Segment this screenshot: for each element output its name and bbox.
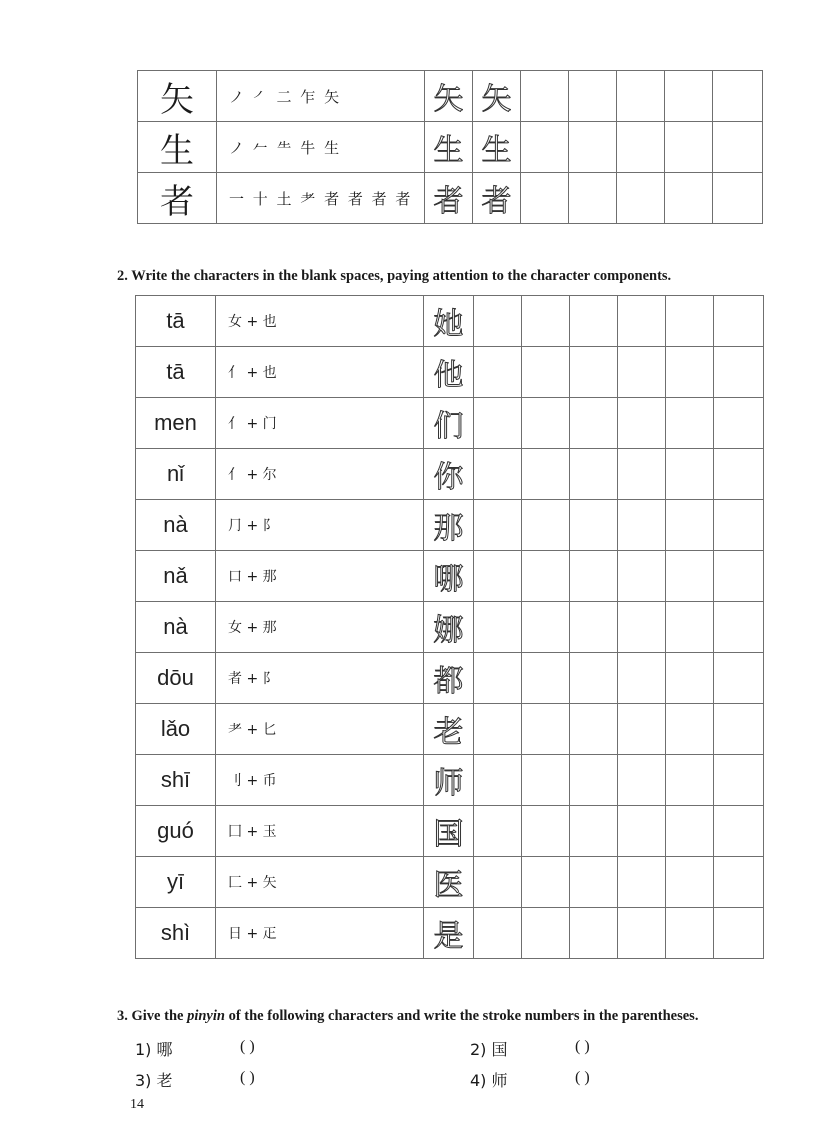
tracing-character: 都	[424, 653, 474, 704]
components-table	[135, 295, 764, 959]
practice-cell[interactable]	[618, 602, 666, 653]
tracing-character: 他	[424, 347, 474, 398]
tracing-character: 国	[424, 806, 474, 857]
practice-cell[interactable]	[570, 806, 618, 857]
practice-cell[interactable]	[714, 704, 764, 755]
section-3-heading	[117, 1008, 698, 1025]
practice-cell[interactable]	[617, 122, 665, 173]
practice-cell[interactable]	[618, 704, 666, 755]
tracing-character: 生	[473, 122, 521, 173]
stroke-sequence: ノ ㇒ 二 乍 矢	[217, 71, 425, 122]
practice-cell[interactable]	[570, 908, 618, 959]
practice-cell[interactable]	[713, 173, 763, 224]
pinyin-label: guó	[136, 806, 216, 857]
component-row	[136, 500, 764, 551]
pinyin-label: tā	[136, 296, 216, 347]
practice-cell[interactable]	[666, 704, 714, 755]
stroke-row	[138, 173, 763, 224]
practice-cell[interactable]	[474, 653, 522, 704]
component-row	[136, 704, 764, 755]
practice-cell[interactable]	[570, 602, 618, 653]
component-formula: 女 + 那	[216, 602, 424, 653]
practice-cell[interactable]	[522, 296, 570, 347]
practice-cell[interactable]	[570, 398, 618, 449]
component-formula: 亻 + 门	[216, 398, 424, 449]
tracing-character: 矢	[425, 71, 473, 122]
practice-cell[interactable]	[522, 500, 570, 551]
component-row	[136, 908, 764, 959]
practice-cell[interactable]	[570, 755, 618, 806]
practice-cell[interactable]	[522, 755, 570, 806]
component-formula: 刂 + 币	[216, 755, 424, 806]
component-row	[136, 347, 764, 398]
tracing-character: 哪	[424, 551, 474, 602]
component-formula: 匚 + 矢	[216, 857, 424, 908]
stroke-sequence: ノ 𠂉 ⺧ 牛 生	[217, 122, 425, 173]
tracing-character: 者	[473, 173, 521, 224]
practice-cell[interactable]	[474, 398, 522, 449]
practice-cell[interactable]	[570, 653, 618, 704]
practice-cell[interactable]	[714, 755, 764, 806]
practice-cell[interactable]	[714, 806, 764, 857]
pinyin-label: lǎo	[136, 704, 216, 755]
practice-cell[interactable]	[666, 398, 714, 449]
practice-cell[interactable]	[570, 449, 618, 500]
practice-cell[interactable]	[570, 551, 618, 602]
practice-cell[interactable]	[618, 653, 666, 704]
tracing-character: 你	[424, 449, 474, 500]
model-character: 生	[138, 122, 217, 173]
practice-cell[interactable]	[570, 296, 618, 347]
practice-cell[interactable]	[665, 122, 713, 173]
practice-cell[interactable]	[521, 71, 569, 122]
practice-cell[interactable]	[714, 347, 764, 398]
component-row	[136, 602, 764, 653]
practice-cell[interactable]	[665, 71, 713, 122]
exercise-item-4: 4) 师	[470, 1071, 508, 1090]
practice-cell[interactable]	[569, 71, 617, 122]
practice-cell[interactable]	[522, 704, 570, 755]
practice-cell[interactable]	[666, 449, 714, 500]
practice-cell[interactable]	[666, 908, 714, 959]
component-row	[136, 806, 764, 857]
practice-cell[interactable]	[570, 704, 618, 755]
practice-cell[interactable]	[618, 806, 666, 857]
practice-cell[interactable]	[617, 71, 665, 122]
pinyin-label: nǎ	[136, 551, 216, 602]
practice-cell[interactable]	[666, 806, 714, 857]
practice-cell[interactable]	[714, 602, 764, 653]
practice-cell[interactable]	[474, 908, 522, 959]
practice-cell[interactable]	[666, 653, 714, 704]
pinyin-label: yī	[136, 857, 216, 908]
tracing-character: 娜	[424, 602, 474, 653]
practice-cell[interactable]	[474, 755, 522, 806]
practice-cell[interactable]	[521, 173, 569, 224]
component-row	[136, 755, 764, 806]
component-row	[136, 857, 764, 908]
component-formula: 日 + 𤴓	[216, 908, 424, 959]
practice-cell[interactable]	[474, 347, 522, 398]
practice-cell[interactable]	[474, 704, 522, 755]
practice-cell[interactable]	[522, 908, 570, 959]
practice-cell[interactable]	[714, 653, 764, 704]
practice-cell[interactable]	[474, 602, 522, 653]
tracing-character: 医	[424, 857, 474, 908]
tracing-character: 那	[424, 500, 474, 551]
section-3-heading-post: of the following characters and write the stroke numbers in the parentheses.	[224, 1008, 699, 1024]
component-row	[136, 398, 764, 449]
component-row	[136, 296, 764, 347]
components-table-body	[136, 296, 764, 959]
practice-cell[interactable]	[665, 173, 713, 224]
practice-cell[interactable]	[618, 449, 666, 500]
practice-cell[interactable]	[714, 398, 764, 449]
stroke-order-table	[137, 70, 763, 224]
practice-cell[interactable]	[522, 806, 570, 857]
practice-cell[interactable]	[618, 347, 666, 398]
practice-cell[interactable]	[714, 296, 764, 347]
tracing-character: 师	[424, 755, 474, 806]
exercise-item-2: 2) 国	[470, 1040, 508, 1059]
practice-cell[interactable]	[474, 857, 522, 908]
practice-cell[interactable]	[713, 71, 763, 122]
component-formula: 耂 + 匕	[216, 704, 424, 755]
stroke-sequence: 一 十 土 耂 者 者 者 者	[217, 173, 425, 224]
practice-cell[interactable]	[618, 908, 666, 959]
practice-cell[interactable]	[522, 551, 570, 602]
component-formula: 囗 + 玉	[216, 806, 424, 857]
answer-blank-3[interactable]: ( )	[240, 1069, 255, 1086]
practice-cell[interactable]	[618, 755, 666, 806]
pinyin-label: shī	[136, 755, 216, 806]
practice-cell[interactable]	[474, 551, 522, 602]
practice-cell[interactable]	[714, 551, 764, 602]
tracing-character: 矢	[473, 71, 521, 122]
pinyin-label: men	[136, 398, 216, 449]
pinyin-label: nǐ	[136, 449, 216, 500]
practice-cell[interactable]	[522, 449, 570, 500]
component-row	[136, 449, 764, 500]
practice-cell[interactable]	[569, 122, 617, 173]
practice-cell[interactable]	[521, 122, 569, 173]
practice-cell[interactable]	[666, 602, 714, 653]
practice-cell[interactable]	[666, 551, 714, 602]
practice-cell[interactable]	[714, 857, 764, 908]
practice-cell[interactable]	[474, 500, 522, 551]
pinyin-label: shì	[136, 908, 216, 959]
answer-blank-1[interactable]: ( )	[240, 1038, 255, 1055]
stroke-row	[138, 71, 763, 122]
section-2-heading: 2. Write the characters in the blank spaces, paying attention to the character components.	[117, 268, 672, 284]
practice-cell[interactable]	[569, 173, 617, 224]
practice-cell[interactable]	[522, 602, 570, 653]
stroke-order-table-body	[138, 71, 763, 224]
pinyin-label: nà	[136, 500, 216, 551]
practice-cell[interactable]	[666, 500, 714, 551]
exercise-item-3: 3) 老	[135, 1071, 173, 1090]
component-formula: 女 + 也	[216, 296, 424, 347]
stroke-row	[138, 122, 763, 173]
section-3-heading-pre: 3. Give the	[117, 1008, 188, 1024]
tracing-character: 生	[425, 122, 473, 173]
practice-cell[interactable]	[666, 347, 714, 398]
practice-cell[interactable]	[618, 500, 666, 551]
practice-cell[interactable]	[617, 173, 665, 224]
component-row	[136, 653, 764, 704]
component-formula: 者 + 阝	[216, 653, 424, 704]
component-formula: 口 + 那	[216, 551, 424, 602]
practice-cell[interactable]	[618, 398, 666, 449]
component-formula: 亻 + 也	[216, 347, 424, 398]
answer-blank-2[interactable]: ( )	[575, 1038, 590, 1055]
pinyin-label: nà	[136, 602, 216, 653]
section-3-heading-pinyin: pinyin	[187, 1008, 225, 1024]
pinyin-label: dōu	[136, 653, 216, 704]
component-row	[136, 551, 764, 602]
practice-cell[interactable]	[618, 296, 666, 347]
tracing-character: 是	[424, 908, 474, 959]
practice-cell[interactable]	[666, 296, 714, 347]
practice-cell[interactable]	[666, 755, 714, 806]
practice-cell[interactable]	[570, 500, 618, 551]
component-formula: 亻 + 尔	[216, 449, 424, 500]
tracing-character: 老	[424, 704, 474, 755]
page-number: 14	[130, 1097, 144, 1112]
tracing-character: 们	[424, 398, 474, 449]
pinyin-label: tā	[136, 347, 216, 398]
practice-cell[interactable]	[714, 500, 764, 551]
practice-cell[interactable]	[714, 908, 764, 959]
practice-cell[interactable]	[713, 122, 763, 173]
practice-cell[interactable]	[618, 857, 666, 908]
practice-cell[interactable]	[522, 857, 570, 908]
answer-blank-4[interactable]: ( )	[575, 1069, 590, 1086]
component-formula: ⺆ + 阝	[216, 500, 424, 551]
practice-cell[interactable]	[618, 551, 666, 602]
practice-cell[interactable]	[474, 296, 522, 347]
practice-cell[interactable]	[522, 347, 570, 398]
practice-cell[interactable]	[522, 653, 570, 704]
exercise-item-1: 1) 哪	[135, 1040, 173, 1059]
practice-cell[interactable]	[714, 449, 764, 500]
model-character: 矢	[138, 71, 217, 122]
practice-cell[interactable]	[522, 398, 570, 449]
practice-cell[interactable]	[474, 449, 522, 500]
tracing-character: 她	[424, 296, 474, 347]
practice-cell[interactable]	[666, 857, 714, 908]
practice-cell[interactable]	[474, 806, 522, 857]
practice-cell[interactable]	[570, 857, 618, 908]
model-character: 者	[138, 173, 217, 224]
tracing-character: 者	[425, 173, 473, 224]
practice-cell[interactable]	[570, 347, 618, 398]
